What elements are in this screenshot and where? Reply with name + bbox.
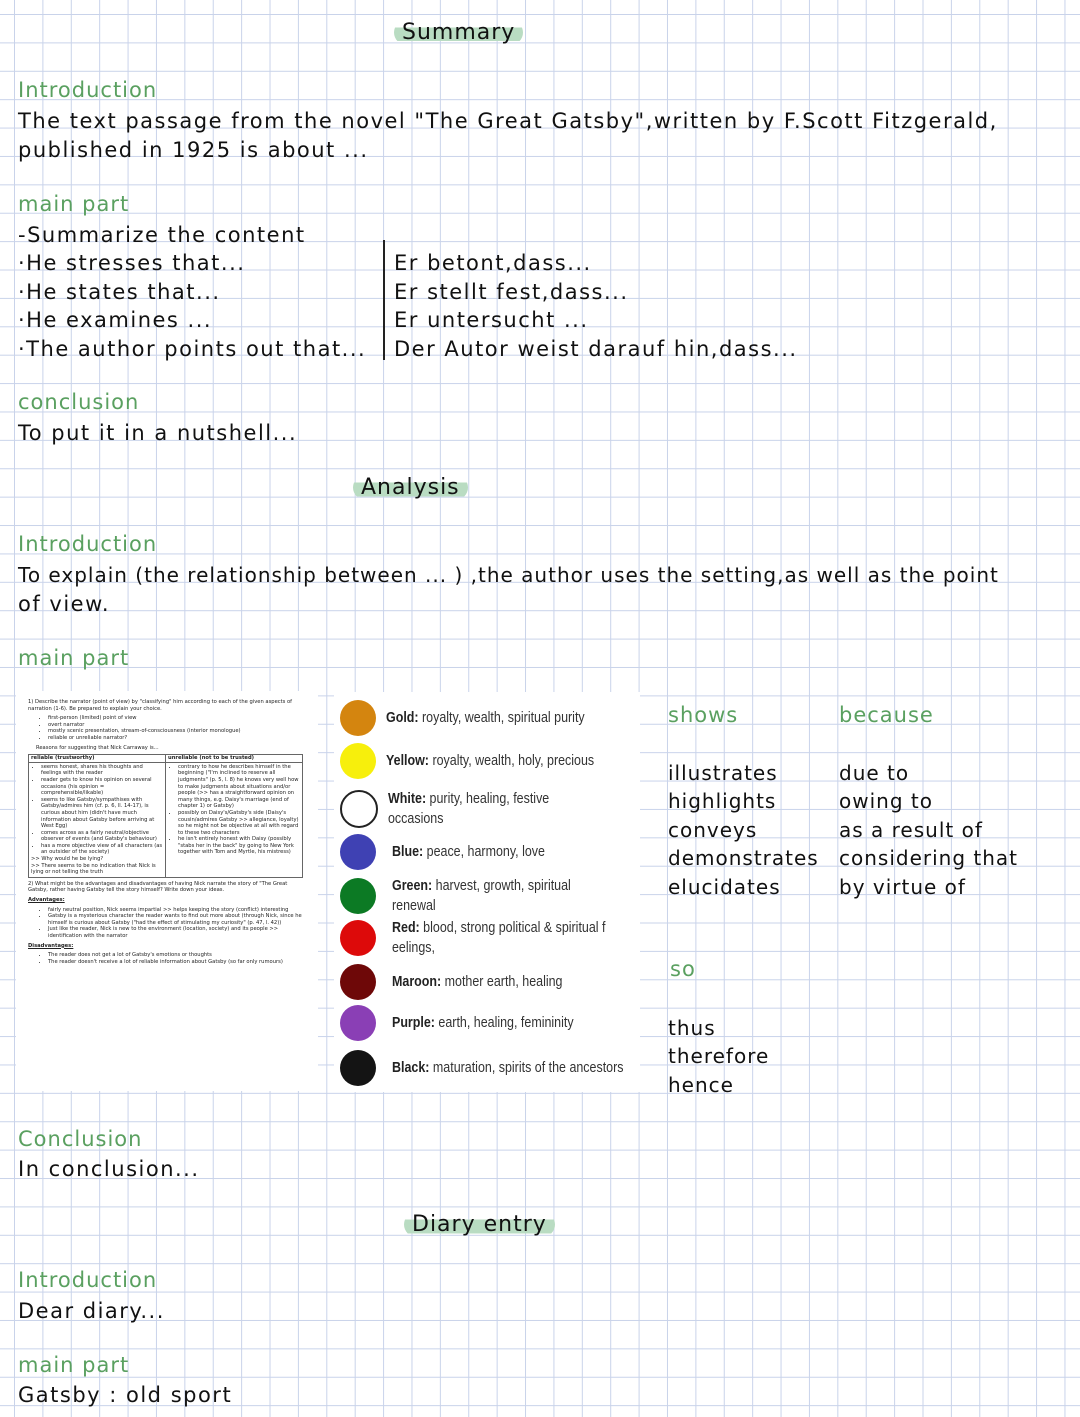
color-swatch bbox=[340, 920, 376, 956]
disadvantages-heading: Disadvantages: bbox=[28, 942, 74, 949]
color-swatch bbox=[340, 700, 376, 736]
list-item: • first-person (limited) point of view bbox=[48, 715, 303, 722]
diary-title: Diary entry bbox=[404, 1212, 555, 1237]
color-name: Red: bbox=[392, 920, 420, 936]
unreliable-column bbox=[165, 755, 302, 877]
color-row bbox=[340, 834, 642, 870]
so-list bbox=[668, 1014, 769, 1099]
reliable-header: reliable (trustworthy) bbox=[29, 755, 165, 763]
color-meaning: mother earth, healing bbox=[441, 974, 563, 990]
list-item: therefore bbox=[668, 1044, 770, 1069]
color-row bbox=[340, 1050, 682, 1086]
worksheet-question-1: 1) Describe the narrator (point of view) by "classifying" him according to each of the given aspects of narration (1-6). Be prepared to explain your choice. bbox=[28, 699, 292, 712]
list-item: • comes across as a fairly neutral/objective observer of events (and Gatsby's behaviour) bbox=[41, 830, 163, 843]
phrase-en: ·He states that... bbox=[18, 280, 221, 304]
advantages-heading: Advantages: bbox=[28, 897, 65, 904]
analysis-intro-line2: of view. bbox=[18, 592, 111, 616]
color-row bbox=[340, 1005, 642, 1041]
color-row bbox=[340, 876, 642, 916]
list-item: • he isn't entirely honest with Daisy (possibly "stabs her in the back" by going to New York together with Tom and Myrtle, his mistress) bbox=[178, 836, 300, 856]
phrase-en: ·He examines ... bbox=[18, 308, 213, 332]
reliable-extra: >> There seems to be no indication that Nick is lying or not telling the truth bbox=[31, 862, 156, 876]
reliable-column bbox=[29, 755, 165, 877]
list-item: • Gatsby is a mysterious character the reader wants to find out more about (through Nick, since he himself is curious about Gatsby ("had the effect of stimulating my curiosity" (p. 47, l. 42)) bbox=[48, 913, 303, 926]
summary-conclusion-text: To put it in a nutshell... bbox=[18, 421, 298, 445]
diary-intro-text: Dear diary... bbox=[18, 1299, 165, 1323]
summary-title: Summary bbox=[394, 20, 523, 45]
color-name: Green: bbox=[392, 878, 433, 894]
color-swatch bbox=[340, 1050, 376, 1086]
color-meaning: harvest, growth, spiritual renewal bbox=[392, 878, 571, 914]
list-item: demonstrates bbox=[668, 846, 819, 871]
color-name: Maroon: bbox=[392, 974, 442, 990]
color-row bbox=[340, 918, 662, 958]
list-item: thus bbox=[668, 1016, 716, 1040]
analysis-conclusion-text: In conclusion... bbox=[18, 1157, 200, 1181]
list-item: elucidates bbox=[668, 874, 781, 899]
list-item: by virtue of bbox=[839, 874, 966, 899]
worksheet-image bbox=[16, 691, 318, 1091]
phrase-en: ·He stresses that... bbox=[18, 251, 246, 275]
color-row bbox=[340, 743, 636, 779]
list-item: • seems honest, shares his thoughts and feelings with the reader bbox=[41, 764, 163, 777]
color-swatch bbox=[340, 743, 376, 779]
worksheet-question-2: 2) What might be the advantages and disadvantages of having Nick narrate the story of "The Great Gatsby, rather having Gatsby tell the story himself? Write down your ideas. bbox=[28, 880, 288, 894]
summary-conclusion-heading: conclusion bbox=[18, 390, 140, 414]
list-item: • possibly on Daisy's/Gatsby's side (Daisy's cousin/admires Gatsby >> allegiance, loyalty) so he might not be objective at all with regard to these two characters bbox=[178, 810, 300, 836]
summary-intro-heading: Introduction bbox=[18, 78, 158, 102]
color-name: White: bbox=[388, 791, 427, 807]
list-item: illustrates bbox=[668, 761, 778, 785]
list-item: • Just like the reader, Nick is new to the environment (location, society) and its people >> identification with the narrator bbox=[48, 926, 303, 939]
color-row bbox=[340, 789, 638, 829]
summary-main-first: -Summarize the content bbox=[18, 223, 306, 247]
phrase-de: Er untersucht ... bbox=[394, 308, 589, 332]
list-item: due to bbox=[839, 761, 910, 785]
color-meaning: peace, harmony, love bbox=[423, 844, 545, 860]
worksheet-reasons: Reasons for suggesting that Nick Carraway is... bbox=[36, 744, 159, 751]
list-item: • reliable or unreliable narrator? bbox=[48, 735, 303, 742]
shows-heading: shows bbox=[668, 703, 739, 727]
unreliable-header: unreliable (not to be trusted) bbox=[166, 755, 302, 763]
color-meaning: royalty, wealth, holy, precious bbox=[428, 753, 595, 769]
color-swatch bbox=[340, 964, 376, 1000]
color-swatch bbox=[340, 790, 378, 828]
summary-main-heading: main part bbox=[18, 192, 130, 216]
list-item: • contrary to how he describes himself in the beginning ("I'm inclined to reserve all judgments" (p. 5, l. 8) he knows very well how to make judgments about situations and/or people (>> has a straightforward opinion on many things, e.g. Daisy's marriage (end of chapter 1) or Gatsby) bbox=[178, 764, 300, 810]
analysis-intro-heading: Introduction bbox=[18, 532, 158, 556]
phrase-de: Er stellt fest,dass... bbox=[394, 280, 629, 304]
list-item: • The reader does not get a lot of Gatsby's emotions or thoughts bbox=[48, 952, 303, 959]
list-item: conveys bbox=[668, 817, 758, 842]
color-name: Purple: bbox=[392, 1015, 435, 1031]
list-item: as a result of bbox=[839, 817, 983, 842]
list-item: • seems to like Gatsby/sympathises with Gatsby/admires him (cf. p. 6, ll. 14-17), is curious about him (didn't have much information about Gatsby before arriving at West Egg) bbox=[41, 797, 163, 830]
list-item: • reader gets to know his opinion on several occasions (his opinion = comprehensible/likable) bbox=[41, 777, 163, 797]
color-swatch bbox=[340, 878, 376, 914]
list-item: highlights bbox=[668, 789, 777, 814]
color-swatch bbox=[340, 834, 376, 870]
color-row bbox=[340, 700, 636, 736]
phrase-de: Er betont,dass... bbox=[394, 251, 592, 275]
so-heading: so bbox=[670, 957, 696, 981]
diary-main-heading: main part bbox=[18, 1353, 130, 1377]
phrase-de: Der Autor weist darauf hin,dass... bbox=[394, 337, 798, 361]
list-item: owing to bbox=[839, 789, 933, 814]
color-meaning: earth, healing, femininity bbox=[434, 1015, 574, 1031]
because-list bbox=[839, 759, 1018, 901]
diary-main-text: Gatsby : old sport bbox=[18, 1383, 233, 1407]
because-heading: because bbox=[839, 703, 934, 727]
analysis-main-heading: main part bbox=[18, 646, 130, 670]
color-meaning: royalty, wealth, spiritual purity bbox=[418, 710, 585, 726]
list-item: • The reader doesn't receive a lot of reliable information about Gatsby (so far only rumours) bbox=[48, 959, 303, 966]
phrase-en: ·The author points out that... bbox=[18, 337, 367, 361]
color-name: Blue: bbox=[392, 844, 424, 860]
summary-intro-line1: The text passage from the novel "The Great Gatsby",written by F.Scott Fitzgerald, bbox=[18, 109, 998, 133]
reliable-extra: >> Why would he be lying? bbox=[31, 856, 104, 863]
list-item: • overt narrator bbox=[48, 722, 303, 729]
list-item: hence bbox=[668, 1072, 734, 1097]
worksheet-list bbox=[28, 715, 303, 741]
analysis-conclusion-heading: Conclusion bbox=[18, 1127, 143, 1151]
color-symbolism-panel bbox=[334, 692, 640, 1092]
diary-intro-heading: Introduction bbox=[18, 1268, 158, 1292]
color-meaning: maturation, spirits of the ancestors bbox=[429, 1060, 624, 1076]
summary-intro-line2: published in 1925 is about ... bbox=[18, 138, 369, 162]
color-meaning: blood, strong political & spiritual f eelings, bbox=[392, 920, 606, 956]
color-row bbox=[340, 964, 642, 1000]
divider-line bbox=[383, 240, 385, 360]
color-name: Black: bbox=[392, 1060, 430, 1076]
analysis-intro-line1: To explain (the relationship between ... ) ,the author uses the setting,as well as the point bbox=[18, 563, 999, 587]
color-meaning: purity, healing, festive occasions bbox=[388, 791, 550, 827]
list-item: considering that bbox=[839, 846, 1019, 871]
shows-list bbox=[668, 759, 819, 901]
worksheet-table bbox=[28, 754, 303, 878]
list-item: • fairly neutral position, Nick seems impartial >> helps keeping the story (conflict) interesting bbox=[48, 907, 303, 914]
color-swatch bbox=[340, 1005, 376, 1041]
list-item: • mostly scenic presentation, stream-of-consciousness (interior monologue) bbox=[48, 728, 303, 735]
color-name: Yellow: bbox=[386, 753, 429, 769]
list-item: • has a more objective view of all characters (as an outsider of the society) bbox=[41, 843, 163, 856]
color-name: Gold: bbox=[386, 710, 419, 726]
analysis-title: Analysis bbox=[353, 475, 468, 500]
